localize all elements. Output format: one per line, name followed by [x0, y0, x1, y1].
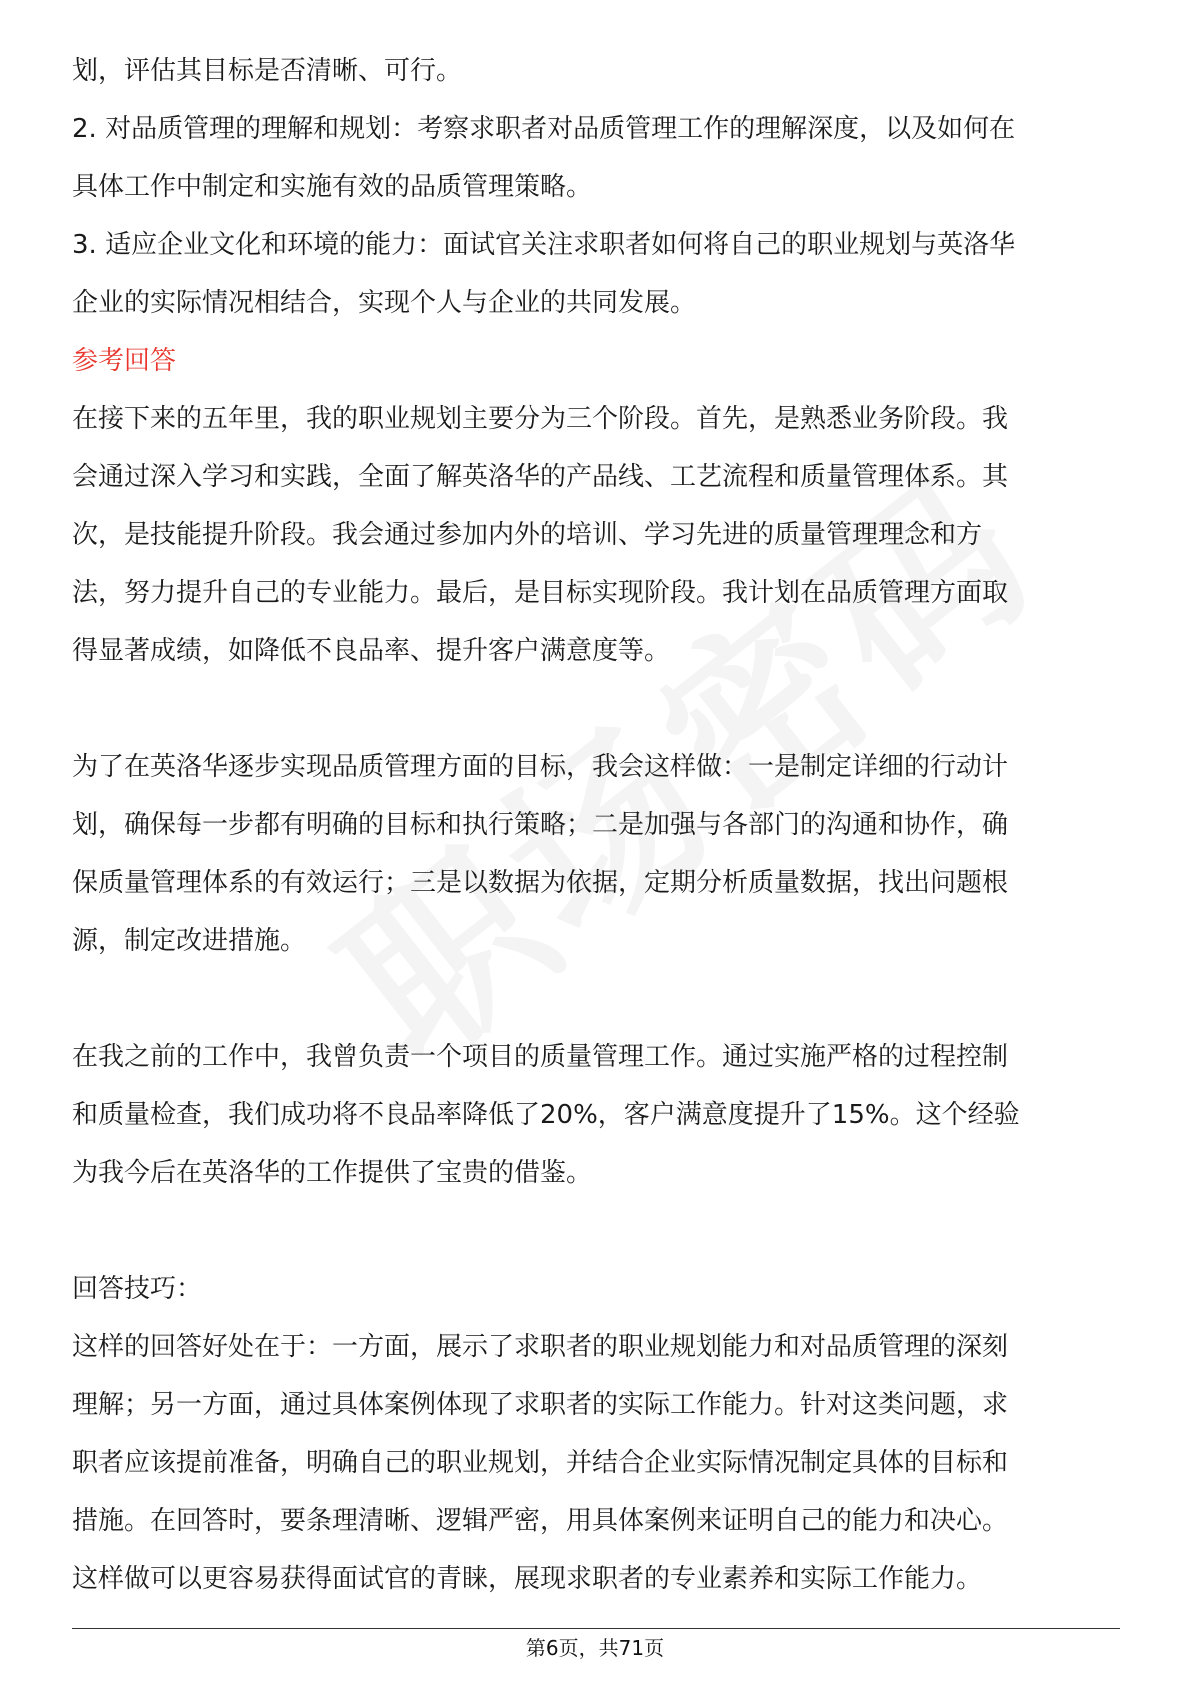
text-line: 为了在英洛华逐步实现品质管理方面的目标，我会这样做：一是制定详细的行动计 — [72, 752, 1009, 782]
text-line: 得显著成绩，如降低不良品率、提升客户满意度等。 — [72, 636, 671, 666]
text-line: 和质量检查，我们成功将不良品率降低了20%，客户满意度提升了15%。这个经验 — [72, 1100, 1020, 1130]
text-line: 源，制定改进措施。 — [72, 926, 307, 956]
text-line: 企业的实际情况相结合，实现个人与企业的共同发展。 — [72, 288, 697, 318]
tips-label: 回答技巧： — [72, 1274, 203, 1304]
text-line: 理解；另一方面，通过具体案例体现了求职者的实际工作能力。针对这类问题，求 — [72, 1390, 1009, 1420]
text-line: 在我之前的工作中，我曾负责一个项目的质量管理工作。通过实施严格的过程控制 — [72, 1042, 1009, 1072]
text-line: 这样做可以更容易获得面试官的青睐，展现求职者的专业素养和实际工作能力。 — [72, 1564, 983, 1594]
paragraph-gap — [72, 1202, 1122, 1260]
section-heading-reference: 参考回答 — [72, 346, 177, 376]
text-line: 次，是技能提升阶段。我会通过参加内外的培训、学习先进的质量管理理念和方 — [72, 520, 983, 550]
paragraph-gap — [72, 970, 1122, 1028]
footer-divider — [72, 1628, 1120, 1629]
text-line: 划，评估其目标是否清晰、可行。 — [72, 56, 463, 86]
text-line: 在接下来的五年里，我的职业规划主要分为三个阶段。首先，是熟悉业务阶段。我 — [72, 404, 1009, 434]
text-line: 3. 适应企业文化和环境的能力：面试官关注求职者如何将自己的职业规划与英洛华 — [72, 230, 1016, 260]
text-line: 具体工作中制定和实施有效的品质管理策略。 — [72, 172, 593, 202]
text-line: 这样的回答好处在于：一方面，展示了求职者的职业规划能力和对品质管理的深刻 — [72, 1332, 1009, 1362]
text-line: 为我今后在英洛华的工作提供了宝贵的借鉴。 — [72, 1158, 593, 1188]
text-line: 保质量管理体系的有效运行；三是以数据为依据，定期分析质量数据，找出问题根 — [72, 868, 1009, 898]
text-line: 会通过深入学习和实践，全面了解英洛华的产品线、工艺流程和质量管理体系。其 — [72, 462, 1009, 492]
text-line: 法，努力提升自己的专业能力。最后，是目标实现阶段。我计划在品质管理方面取 — [72, 578, 1009, 608]
text-line: 2. 对品质管理的理解和规划：考察求职者对品质管理工作的理解深度，以及如何在 — [72, 114, 1016, 144]
document-body — [72, 42, 1122, 1608]
paragraph-gap — [72, 680, 1122, 738]
text-line: 划，确保每一步都有明确的目标和执行策略；二是加强与各部门的沟通和协作，确 — [72, 810, 1009, 840]
text-line: 职者应该提前准备，明确自己的职业规划，并结合企业实际情况制定具体的目标和 — [72, 1448, 1009, 1478]
text-line: 措施。在回答时，要条理清晰、逻辑严密，用具体案例来证明自己的能力和决心。 — [72, 1506, 1009, 1536]
page-number: 第6页，共71页 — [525, 1636, 665, 1660]
